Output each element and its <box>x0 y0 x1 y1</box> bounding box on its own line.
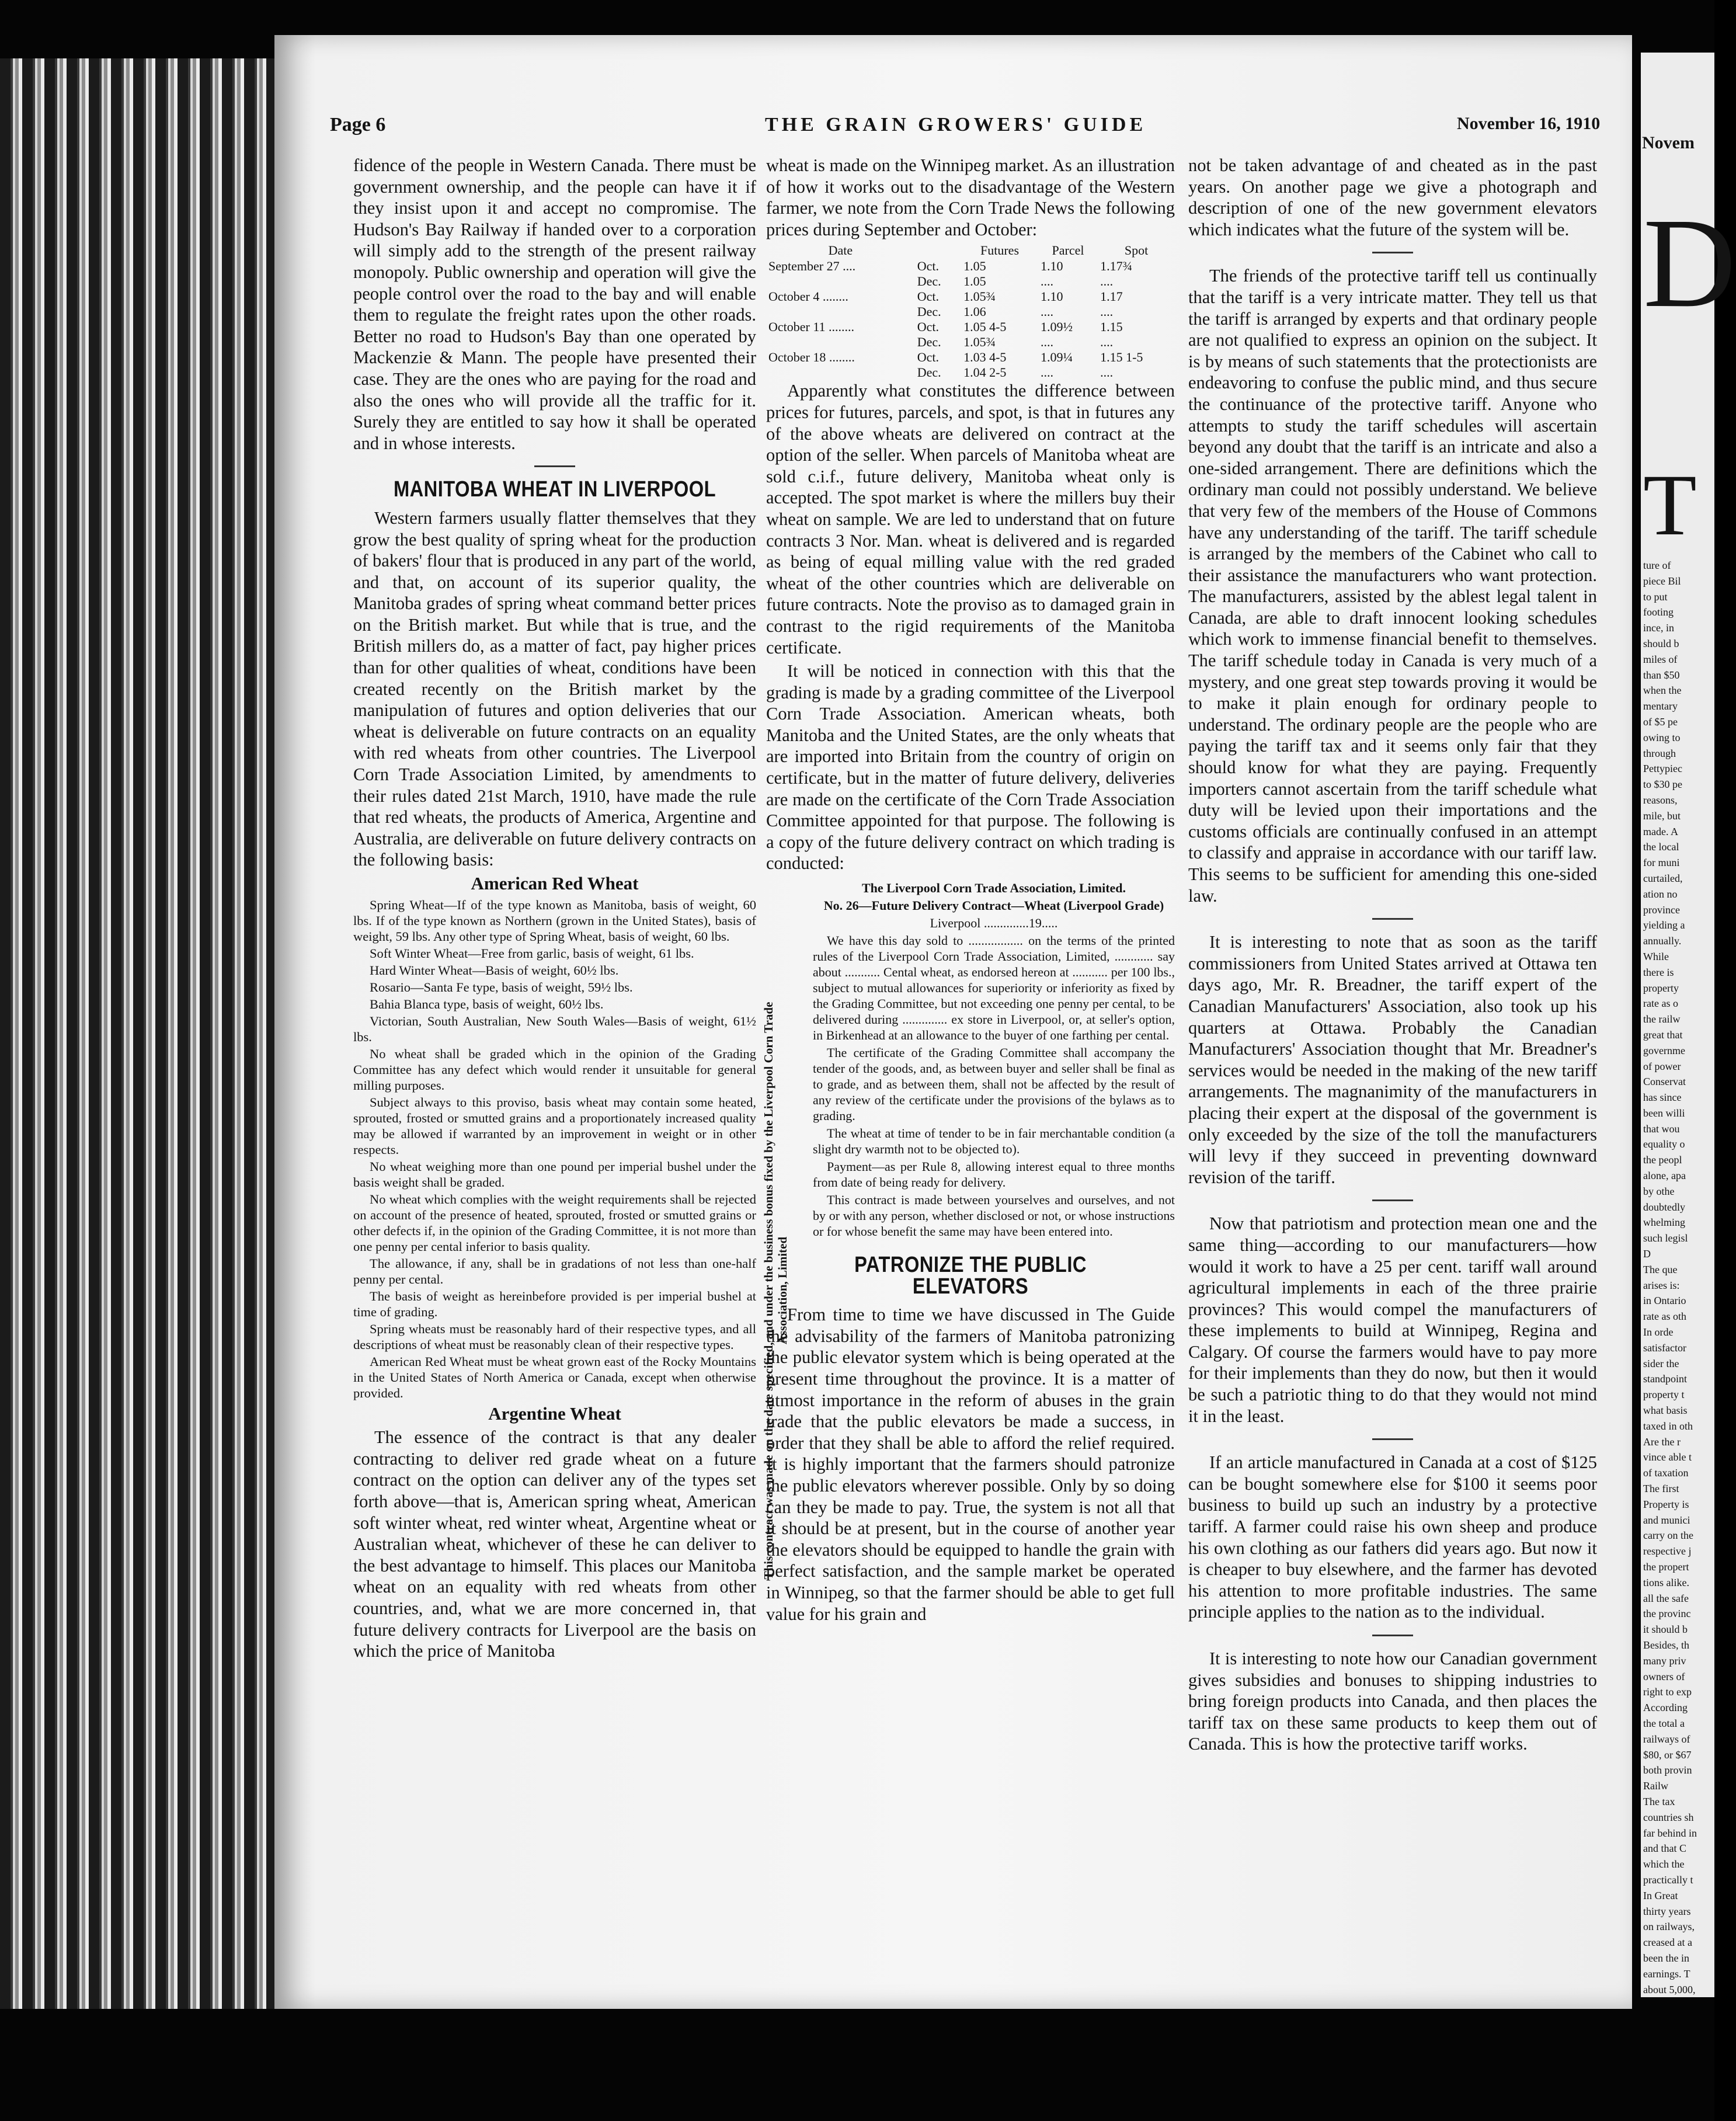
adjacent-page-fragment: countries sh <box>1643 1811 1694 1823</box>
adjacent-page-fragment: to put <box>1643 590 1668 603</box>
paragraph: If an article manufactured in Canada at a cost of $125 can be bought somewhere else for $100 it seems poor business to build up such an industry by a protective tariff. A farmer could raise his own sheep and produce his own clothing as our fathers did years ago. But now it is cheaper to buy elsewhere, and the farmer has devoted his attention to more profitable industries. The same principle applies to the nation as to the individual. <box>1188 1452 1597 1622</box>
adjacent-page-fragment: great that <box>1643 1028 1683 1041</box>
adjacent-page-fragment: The tax <box>1643 1795 1675 1807</box>
adjacent-page-fragment: and that C <box>1643 1842 1686 1855</box>
adjacent-page-fragment: about 5,000, <box>1643 1983 1696 1995</box>
adjacent-page-fragment: railways of <box>1643 1733 1690 1745</box>
divider <box>1372 1635 1413 1636</box>
adjacent-page-fragment: thirty years <box>1643 1905 1691 1917</box>
adjacent-page-fragment: the peopl <box>1643 1154 1682 1166</box>
rule-item: The allowance, if any, shall be in gradations of not less than one-half penny per cental. <box>353 1256 756 1286</box>
rule-item: The basis of weight as hereinbefore provided is per imperial bushel at time of grading. <box>353 1288 756 1319</box>
price-table-body <box>766 259 1175 380</box>
paragraph: Apparently what constitutes the difference between prices for futures, parcels, and spot, is that in futures any of the above wheats are delivered on contract at the option of the seller. When parcels of Manitoba wheat are sold c.i.f., future delivery, Manitoba wheat only is accepted. The spot market is where the millers buy their wheat on sample. We are led to understand that on future contracts 3 Nor. Man. wheat is delivered and is regarded as being of equal milling value with the red graded wheat of the other countries which are deliverable on future contracts. Note the proviso as to damaged grain in contrast to the rigid requirements of the Manitoba certificate. <box>766 381 1175 658</box>
price-table-cell: 1.05¾ <box>963 335 996 350</box>
divider <box>1372 1199 1413 1201</box>
column-1 <box>353 155 756 1664</box>
price-table-cell: Oct. <box>917 319 939 335</box>
rule-item: Soft Winter Wheat—Free from garlic, basis of weight, 61 lbs. <box>370 945 694 961</box>
price-table <box>766 242 1175 380</box>
adjacent-page-fragment: Are the r <box>1643 1435 1681 1448</box>
price-table-cell: October 4 ........ <box>768 289 848 304</box>
adjacent-page-fragment: practically t <box>1643 1873 1693 1886</box>
price-table-cell: 1.04 2-5 <box>963 365 1007 380</box>
contract-title: The Liverpool Corn Trade Association, Limited. <box>861 881 1126 896</box>
paragraph: It will be noticed in connection with this that the grading is made by a grading committee of the Liverpool Corn Trade Association. American wheats, both Manitoba and the United States, are the only wheats that are imported into Britain from the country of origin on certificate, but in the matter of future delivery, deliveries are made on the certificate of the Corn Trade Association Committee appointed for that purpose. The following is a copy of the future delivery contract on which trading is conducted: <box>766 661 1175 874</box>
price-table-cell: Oct. <box>917 259 939 274</box>
adjacent-page-fragment: creased at a <box>1643 1936 1692 1949</box>
price-table-cell: .... <box>1100 335 1114 350</box>
price-table-cell: 1.05 <box>963 259 986 274</box>
adjacent-page-fragment: annually. <box>1643 935 1682 947</box>
adjacent-page-fragment: Conservat <box>1643 1076 1686 1088</box>
adjacent-page-fragment: While <box>1643 950 1669 962</box>
article-heading: PATRONIZE THE PUBLIC ELEVATORS <box>854 1253 1087 1299</box>
adjacent-page-fragment: According <box>1643 1702 1688 1714</box>
price-table-cell: October 18 ........ <box>768 350 855 365</box>
paragraph: Western farmers usually flatter themselves that they grow the best quality of spring wheat for the production of bakers' flour that is produced in any part of the world, and that, on account of its superior quality, the Manitoba grades of spring wheat command better prices on the British market. But while that is true, and the British millers do, as a matter of fact, pay higher prices than for other qualities of wheat, conditions have been created recently on the British market by the manipulation of futures and option deliveries that our wheat is deliverable on future contracts on an equality with red wheats from other countries. The Liverpool Corn Trade Association Limited, by amendments to their rules dated 21st March, 1910, have made the rule that red wheats, the products of America, Argentine and Australia, are deliverable on future delivery contracts on the following basis: <box>353 507 756 870</box>
contract-clause: We have this day sold to ................. on the terms of the printed rules of the Liverpool Corn Trade Association, Limited, ............ say about ........... Cental wheat, as endorsed hereon at ........... per 100 lbs., subject to mutual allowances for superiority or inferiority as fixed by the Grading Committee, but not exceeding one penny per cental, to be delivered during .............. ex store in Liverpool, or, at seller's option, in Birkenhead at an allowance to the buyer of one farthing per cental. <box>813 933 1175 1043</box>
subheading: Argentine Wheat <box>488 1403 621 1424</box>
price-table-cell: 1.17¾ <box>1100 259 1133 274</box>
subheading: American Red Wheat <box>471 873 639 893</box>
adjacent-page-title-letter: D <box>1643 192 1736 334</box>
adjacent-page-fragment: $80, or $67 <box>1643 1748 1692 1761</box>
price-table-cell: 1.09¼ <box>1040 350 1073 365</box>
adjacent-page-fragment: In orde <box>1643 1326 1674 1338</box>
adjacent-page-fragment: such legisl <box>1643 1232 1688 1244</box>
rule-item: Spring wheats must be reasonably hard of their respective types, and all descriptions of wheat must be reasonably clean of their respective types. <box>353 1321 756 1352</box>
adjacent-page-fragment: and munici <box>1643 1514 1690 1526</box>
adjacent-page-fragment: standpoint <box>1643 1373 1687 1385</box>
price-table-cell: Dec. <box>917 274 941 289</box>
divider <box>1372 918 1413 920</box>
masthead-title: THE GRAIN GROWERS' GUIDE <box>765 114 1147 135</box>
adjacent-page-fragment: many priv <box>1643 1654 1686 1667</box>
adjacent-page-fragment: satisfactor <box>1643 1341 1686 1354</box>
article-heading: MANITOBA WHEAT IN LIVERPOOL <box>393 477 716 502</box>
adjacent-page-fragment: vince able t <box>1643 1451 1692 1463</box>
adjacent-page-fragment: made. A <box>1643 825 1678 837</box>
adjacent-page-fragment: rate as oth <box>1643 1310 1686 1323</box>
paragraph: From time to time we have discussed in The Guide the advisability of the farmers of Manitoba patronizing the public elevator system which is being operated at the present time throughout the province. It is a matter of utmost importance in the reform of abuses in the grain trade that the public elevators be made a success, in order that they shall be able to afford the relief required. It is highly important that the farmers should patronize the public elevators wherever possible. Only by so doing can they be made to pay. True, the system is not all that it should be at present, but in the course of another year the elevators should be equipped to handle the grain with perfect satisfaction, and the sample market be operated in Winnipeg, so that the farmer should be able to get full value for his grain and <box>766 1305 1175 1624</box>
divider <box>534 465 575 467</box>
rule-item: Subject always to this proviso, basis wheat may contain some heated, sprouted, frosted or smutted grains and a proportionately increased quality may be allowed if warranted by an improvement in weight or in other respects. <box>353 1094 756 1157</box>
price-table-row <box>766 304 1175 319</box>
price-table-cell <box>766 335 915 350</box>
adjacent-page-fragment: D <box>1643 1248 1651 1260</box>
adjacent-page-fragment: of taxation <box>1643 1467 1689 1479</box>
adjacent-page-fragment: been willi <box>1643 1107 1685 1119</box>
divider <box>1372 252 1413 253</box>
contract-clause: The certificate of the Grading Committee shall accompany the tender of the goods, and, as between buyer and seller shall be final as to grade, and as between them, shall not be affected by the result of any review of the certificate under the provisions of the bylaws as to grading. <box>813 1045 1175 1124</box>
adjacent-page-fragment: The que <box>1643 1263 1678 1275</box>
adjacent-page-fragment: Property is <box>1643 1498 1689 1510</box>
adjacent-page-fragment: has since <box>1643 1091 1682 1104</box>
rule-item: Victorian, South Australian, New South Wales—Basis of weight, 61½ lbs. <box>353 1013 756 1044</box>
contract-side-note <box>759 969 789 1612</box>
adjacent-page-fragment: ation no <box>1643 888 1678 900</box>
adjacent-page-fragment: mile, but <box>1643 809 1681 822</box>
adjacent-page-fragment: property <box>1643 982 1679 994</box>
paragraph: not be taken advantage of and cheated as in the past years. On another page we give a photograph and description of one of the new government elevators which indicates what the future of the system will be. <box>1188 155 1597 239</box>
adjacent-page-fragment: it should b <box>1643 1623 1688 1636</box>
contract-subtitle: No. 26—Future Delivery Contract—Wheat (Liverpool Grade) <box>823 898 1164 913</box>
rule-item: No wheat which complies with the weight requirements shall be rejected on account of the presence of heated, sprouted, frosted or smutted grains or other defects if, in the opinion of the Grading Committee, it is not more than one penny per cental inferior to basis quality. <box>353 1191 756 1254</box>
rule-item: No wheat weighing more than one pound per imperial bushel under the basis weight shall be graded. <box>353 1159 756 1190</box>
paragraph: The friends of the protective tariff tell us continually that the tariff is a very intricate matter. They tell us that the tariff is arranged by experts and that ordinary people are not qualified to express an opinion on the subject. It is by means of such statements that the protectionists are endeavoring to confuse the public mind, and thus secure the continuance of the protective tariff. Anyone who attempts to study the tariff schedules will ascertain beyond any doubt that the tariff is an intricate and also a one-sided arrangement. There are definitions which the ordinary man could not possibly understand. We believe that very few of the members of the House of Commons have any understanding of the tariff. The tariff schedule is arranged by the members of the Cabinet who call to their assistance the manufacturers who want protection. The manufacturers, assisted by the ablest legal talent in Canada, are able to draft innocent looking schedules which work to immense financial benefit to themselves. The tariff schedule today in Canada is very much of a mystery, and one great step towards proving it would be to make it plain enough for ordinary people to understand. The ordinary people are the people who are paying the tariff tax and it seems only fair that they should know for what they are paying. Frequently importers cannot ascertain from the tariff schedule what duty will be levied upon their importations and the customs officials are continually confused in an attempt to classify and appraise in accordance with our tariff law. This seems to be sufficient for amending this one-sided law. <box>1188 266 1597 906</box>
adjacent-page-fragment: right to exp <box>1643 1686 1692 1698</box>
price-table-row <box>766 365 1175 380</box>
price-table-cell: Dec. <box>917 335 941 350</box>
rule-item: Bahia Blanca type, basis of weight, 60½ lbs. <box>370 996 604 1011</box>
adjacent-page-fragment: the propert <box>1643 1561 1689 1573</box>
price-table-row <box>766 289 1175 304</box>
rule-item: Hard Winter Wheat—Basis of weight, 60½ lbs. <box>370 962 619 978</box>
price-table-cell: 1.10 <box>1040 289 1063 304</box>
rule-item: American Red Wheat must be wheat grown east of the Rocky Mountains in the United States of North America or Canada, except when otherwise provided. <box>353 1354 756 1400</box>
article-continuation: fidence of the people in Western Canada. There must be government ownership, and the people can have it if they insist upon it and accept no compromise. The Hudson's Bay Railway if handed over to a corporation will simply add to the strength of the present railway monopoly. Public ownership and operation will give the people control over the road to the bay and will enable them to regulate the freight rates upon the other roads. Better no road to Hudson's Bay than one operated by Mackenzie & Mann. The people have presented their case. They are the ones who are paying for the road and also the ones who will provide all the traffic for it. Surely they are entitled to say how it shall be operated and in whose interests. <box>353 155 756 453</box>
price-table-cell <box>766 274 915 289</box>
price-table-cell: Oct. <box>917 289 939 304</box>
price-table-row <box>766 274 1175 289</box>
adjacent-page-fragment: sider the <box>1643 1357 1679 1369</box>
adjacent-page-text <box>1643 558 1713 1997</box>
rule-item: No wheat shall be graded which in the opinion of the Grading Committee has any defect which would render it unsuitable for general milling purposes. <box>353 1046 756 1093</box>
adjacent-page-fragment: in Ontario <box>1643 1295 1686 1307</box>
price-table-cell: Dec. <box>917 365 941 380</box>
adjacent-page-fragment: what basis <box>1643 1404 1688 1417</box>
rules-list <box>353 897 756 1401</box>
price-table-cell: 1.05 4-5 <box>963 319 1007 335</box>
adjacent-page-fragment: owing to <box>1643 731 1681 743</box>
adjacent-page-fragment: the railw <box>1643 1013 1681 1025</box>
adjacent-page-fragment: through <box>1643 747 1676 759</box>
adjacent-page-fragment: been the in <box>1643 1952 1689 1964</box>
adjacent-page-fragment: ince, in <box>1643 622 1674 634</box>
price-table-cell: 1.17 <box>1100 289 1123 304</box>
adjacent-page-fragment: reasons, <box>1643 794 1678 806</box>
paragraph: wheat is made on the Winnipeg market. As an illustration of how it works out to the disadvantage of the Western farmer, we note from the Corn Trade News the following prices during September and October: <box>766 155 1175 239</box>
price-table-cell: .... <box>1100 274 1114 289</box>
adjacent-page-fragment: equality o <box>1643 1138 1685 1150</box>
price-table-cell <box>766 365 915 380</box>
price-table-cell: October 11 ........ <box>768 319 855 335</box>
adjacent-page-fragment: whelming <box>1643 1216 1685 1229</box>
adjacent-page-fragment: by othe <box>1643 1185 1675 1197</box>
contract-clause: Payment—as per Rule 8, allowing interest equal to three months from date of being ready for delivery. <box>813 1159 1175 1190</box>
adjacent-page-fragment: than $50 <box>1643 669 1680 681</box>
adjacent-page-fragment: doubtedly <box>1643 1201 1685 1213</box>
adjacent-page-fragment: far behind in <box>1643 1827 1697 1839</box>
price-table-cell: 1.15 <box>1100 319 1123 335</box>
paragraph: The essence of the contract is that any dealer contracting to deliver red grade wheat on a future contract on the option can deliver any of the types set forth above—that is, American spring wheat, American soft winter wheat, red winter wheat, Argentine wheat or Australian wheat, whichever of these he can deliver to the best advantage to himself. This places our Manitoba wheat on an equality with red wheats from other countries, and, what we are more concerned in, that future delivery contracts for Liverpool are the basis on which the price of Manitoba <box>353 1427 756 1661</box>
column-2 <box>766 155 1175 1627</box>
adjacent-page-fragment: ture of <box>1643 559 1671 571</box>
price-table-cell: Oct. <box>917 350 939 365</box>
price-table-row <box>766 350 1175 365</box>
adjacent-page-fragment: tions alike. <box>1643 1576 1689 1588</box>
price-table-cell: Dec. <box>917 304 941 319</box>
page-number: Page 6 <box>330 114 386 135</box>
adjacent-page-fragment: arises is: <box>1643 1279 1680 1291</box>
price-table-cell: .... <box>1040 304 1053 319</box>
adjacent-page-fragment: on railways, <box>1643 1921 1695 1933</box>
adjacent-page-fragment: there is <box>1643 966 1674 978</box>
column-3 <box>1188 155 1597 1757</box>
adjacent-page-fragment: the local <box>1643 841 1679 853</box>
paragraph: Now that patriotism and protection mean one and the same thing—according to our manufacturers—how would it work to have a 25 per cent. tariff wall around agricultural implements in each of the three prairie provinces? This would compel the manufacturers of these implements to build at Winnipeg, Regina and Calgary. Of course the farmers would have to pay more for their implements than they do now, but then it would be such a patriotic thing to do that they would not mind it in the least. <box>1188 1214 1597 1426</box>
price-table-header-cell <box>915 242 961 259</box>
paragraph: It is interesting to note how our Canadian government gives subsidies and bonuses to shipping industries to bring foreign products into Canada, and then places the tariff tax on these same products to keep them out of Canada. This is how the protective tariff works. <box>1188 1649 1597 1754</box>
price-table-cell: .... <box>1040 274 1053 289</box>
rule-item: Rosario—Santa Fe type, basis of weight, 59½ lbs. <box>370 979 633 995</box>
adjacent-page-fragment: alone, apa <box>1643 1170 1686 1182</box>
adjacent-page-header: Novem <box>1642 133 1695 152</box>
adjacent-page-fragment: carry on the <box>1643 1529 1693 1542</box>
adjacent-page-dropcap: T <box>1643 457 1697 554</box>
price-table-cell: 1.09½ <box>1040 319 1073 335</box>
price-table-cell: September 27 .... <box>768 259 856 274</box>
adjacent-page-fragment: footing <box>1643 606 1674 618</box>
adjacent-page-fragment: taxed in oth <box>1643 1420 1693 1432</box>
adjacent-page-fragment: earnings. T <box>1643 1967 1690 1980</box>
adjacent-page-fragment: property t <box>1643 1389 1685 1401</box>
contract-clause: The wheat at time of tender to be in fair merchantable condition (a slight dry warmth not to be objected to). <box>813 1126 1175 1157</box>
paragraph: It is interesting to note that as soon as the tariff commissioners from United States arrived at Ottawa ten days ago, Mr. R. Breadner, the tariff expert of the Canadian Manufacturers' Association, also took up his quarters at Ottawa. Probably the Canadian Manufacturers' Association thought that Mr. Breadner's services would be needed in the making of the new tariff arrangements. The magnanimity of the manufacturers in placing their expert at the disposal of the government is only exceeded by the size of the toll the manufacturers will levy if they succeed in preventing downward revision of the tariff. <box>1188 932 1597 1187</box>
price-table-cell: .... <box>1040 335 1053 350</box>
adjacent-page-fragment: respective j <box>1643 1545 1692 1557</box>
contract-side-note-text: This contract was made on the date specified, and under the business bonus fixed by the Liverpool Corn Trade Association, Limited <box>761 1002 789 1580</box>
price-table-row <box>766 259 1175 274</box>
adjacent-page-fragment: of power <box>1643 1060 1681 1072</box>
adjacent-page-fragment: mentary <box>1643 700 1678 712</box>
contract-place: Liverpool ..............19..... <box>930 916 1058 931</box>
price-table-cell: 1.10 <box>1040 259 1063 274</box>
adjacent-page-fragment: should b <box>1643 637 1679 649</box>
price-table-cell: .... <box>1040 365 1053 380</box>
issue-date: November 16, 1910 <box>1457 114 1601 133</box>
price-table-cell: 1.05¾ <box>963 289 996 304</box>
adjacent-page-fragment: Railw <box>1643 1780 1668 1792</box>
adjacent-page-fragment: In Great <box>1643 1889 1678 1901</box>
price-table-cell: 1.05 <box>963 274 986 289</box>
adjacent-page-fragment: both provin <box>1643 1764 1692 1776</box>
adjacent-page-edge <box>1641 53 1736 1997</box>
adjacent-page-fragment: the total a <box>1643 1717 1685 1729</box>
price-table-header-cell: Futures <box>980 243 1019 258</box>
adjacent-page-fragment: to $30 pe <box>1643 778 1682 791</box>
adjacent-page-fragment: which the <box>1643 1858 1685 1870</box>
adjacent-page-fragment: piece Bil <box>1643 575 1681 587</box>
adjacent-page-fragment: for muni <box>1643 857 1680 869</box>
price-table-header-cell: Parcel <box>1052 243 1084 258</box>
price-table-header <box>766 242 1175 259</box>
price-table-row <box>766 319 1175 335</box>
price-table-cell <box>766 304 915 319</box>
adjacent-page-fragment: of $5 pe <box>1643 715 1678 728</box>
price-table-cell: 1.15 1-5 <box>1100 350 1143 365</box>
rule-item: Spring Wheat—If of the type known as Manitoba, basis of weight, 60 lbs. If of the type known as Northern (grown in the United States), basis of weight, 59 lbs. Any other type of Spring Wheat, basis of weight, 60 lbs. <box>353 897 756 944</box>
divider <box>1372 1438 1413 1440</box>
adjacent-page-fragment: owners of <box>1643 1670 1685 1682</box>
price-table-cell: .... <box>1100 365 1114 380</box>
adjacent-page-fragment: all the safe <box>1643 1592 1689 1604</box>
price-table-header-cell: Spot <box>1124 243 1149 258</box>
adjacent-page-fragment: curtailed, <box>1643 872 1683 884</box>
adjacent-page-fragment: province <box>1643 903 1680 916</box>
adjacent-page-fragment: governme <box>1643 1044 1685 1056</box>
adjacent-page-fragment: that wou <box>1643 1122 1680 1135</box>
adjacent-page-fragment: Pettypiec <box>1643 763 1682 775</box>
price-table-header-cell: Date <box>828 243 853 258</box>
price-table-cell: 1.03 4-5 <box>963 350 1007 365</box>
adjacent-page-fragment: the provinc <box>1643 1608 1691 1620</box>
adjacent-page-fragment: when the <box>1643 684 1682 697</box>
price-table-row <box>766 335 1175 350</box>
contract-clause: This contract is made between yourselves and ourselves, and not by or with any person, whether disclosed or not, or whose instructions or for whose benefit the same may have been entered into. <box>813 1192 1175 1239</box>
adjacent-page-fragment: miles of <box>1643 653 1678 665</box>
adjacent-page-fragment: Besides, th <box>1643 1639 1689 1651</box>
price-table-cell: 1.06 <box>963 304 986 319</box>
price-table-cell: .... <box>1100 304 1114 319</box>
adjacent-page-fragment: The first <box>1643 1483 1679 1495</box>
book-binding-edges <box>0 58 274 2009</box>
contract-copy <box>813 880 1175 1239</box>
adjacent-page-fragment: rate as o <box>1643 997 1678 1010</box>
adjacent-page-fragment: yielding a <box>1643 919 1685 931</box>
